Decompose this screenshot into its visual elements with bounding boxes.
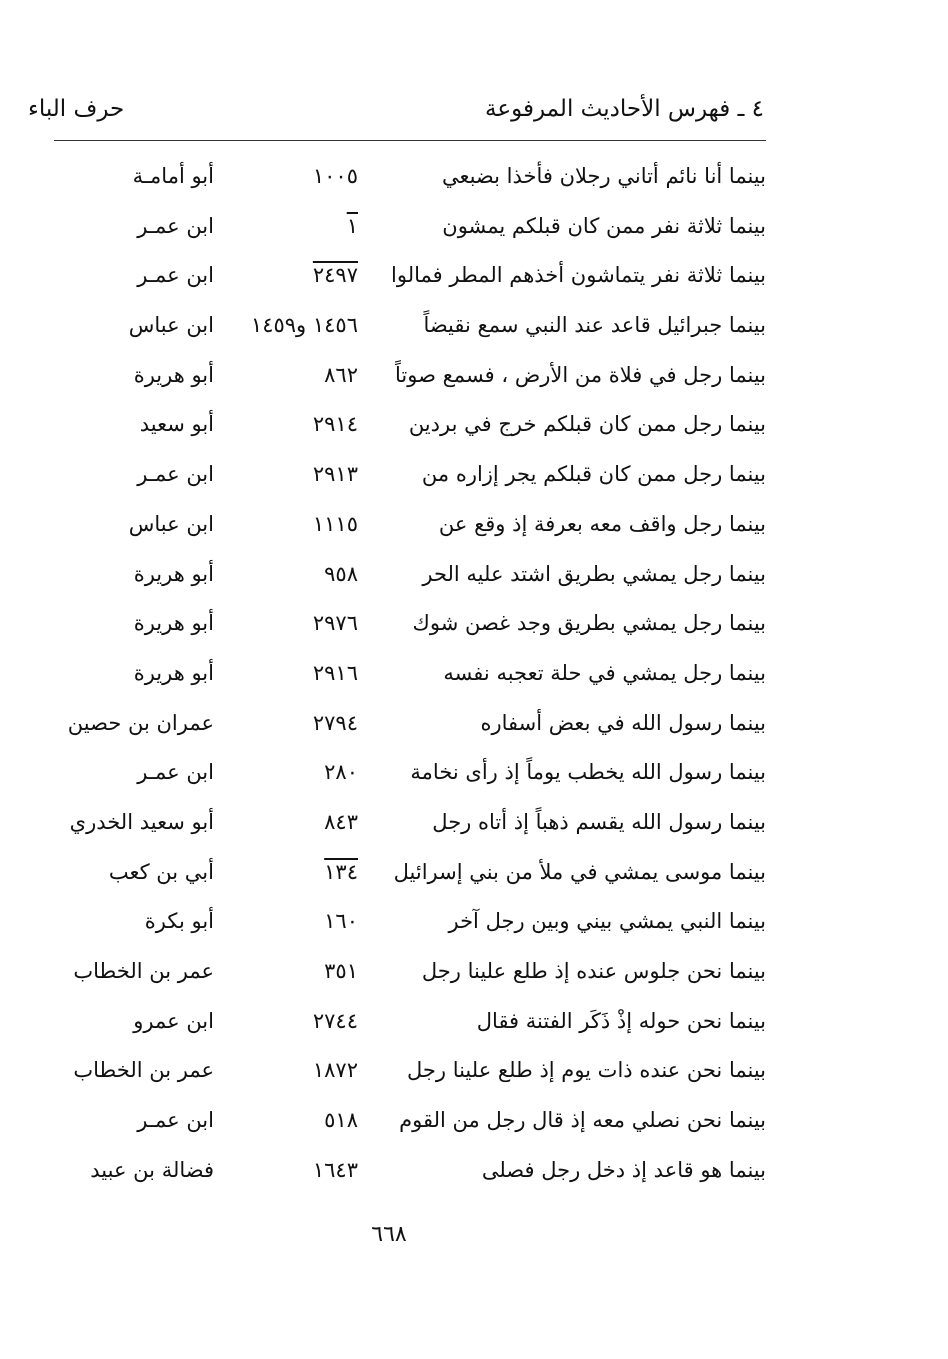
hadith-opening-text: بينما رسول الله يقسم ذهباً إذ أتاه رجل bbox=[432, 809, 766, 834]
hadith-opening-text: بينما رجل يمشي بطريق اشتد عليه الحر bbox=[422, 561, 766, 586]
hadith-opening-text: بينما أنا نائم أتاني رجلان فأخذا بضبعي bbox=[441, 164, 766, 188]
narrator-name: أبو هريرة bbox=[133, 660, 214, 685]
hadith-number: ٢٧٩٤ bbox=[312, 710, 358, 735]
hadith-number: ١٣٤ bbox=[324, 859, 358, 884]
hadith-opening-text: بينما ثلاثة نفر يتماشون أخذهم المطر فمالوا bbox=[391, 263, 766, 288]
index-entry bbox=[0, 1003, 948, 1053]
hadith-number: ١٨٧٢ bbox=[312, 1058, 358, 1083]
narrator-name: أبو سعيد bbox=[139, 412, 214, 437]
index-entry bbox=[0, 357, 948, 407]
hadith-number: ٢٩١٣ bbox=[312, 462, 358, 487]
hadith-number: ٢٩١٤ bbox=[312, 412, 358, 437]
hadith-opening-text: بينما رجل ممن كان قبلكم خرج في بردين bbox=[408, 412, 766, 437]
hadith-opening-text: بينما موسى يمشي في ملأ من بني إسرائيل bbox=[393, 859, 766, 884]
hadith-opening-text: بينما رجل في فلاة من الأرض ، فسمع صوتاً bbox=[395, 362, 766, 387]
hadith-number: ٨٤٣ bbox=[324, 809, 358, 834]
index-entry bbox=[0, 506, 948, 556]
section-title: ٤ ـ فهرس الأحاديث المرفوعة bbox=[485, 96, 764, 122]
narrator-name: ابن عمـر bbox=[137, 760, 214, 785]
narrator-name: ابن عمـر bbox=[137, 263, 214, 288]
index-entry bbox=[0, 556, 948, 606]
hadith-number: ١١١٥ bbox=[312, 511, 358, 536]
hadith-opening-text: بينما رجل واقف معه بعرفة إذ وقع عن bbox=[438, 511, 766, 536]
chapter-title: حرف الباء bbox=[28, 96, 125, 122]
hadith-opening-text: بينما النبي يمشي بيني وبين رجل آخر bbox=[448, 909, 766, 934]
hadith-number: ٥١٨ bbox=[324, 1108, 358, 1133]
header-divider bbox=[54, 140, 766, 141]
index-entry bbox=[0, 655, 948, 705]
narrator-name: أبو أمامـة bbox=[132, 164, 214, 188]
page-header bbox=[28, 92, 764, 132]
hadith-number: ٣٥١ bbox=[324, 959, 358, 983]
hadith-number: ٢٤٩٧ bbox=[312, 263, 358, 288]
hadith-number: ١٦٤٣ bbox=[312, 1157, 358, 1182]
hadith-opening-text: بينما نحن جلوس عنده إذ طلع علينا رجل bbox=[421, 959, 766, 983]
hadith-opening-text: بينما نحن نصلي معه إذ قال رجل من القوم bbox=[399, 1108, 766, 1133]
index-entry bbox=[0, 456, 948, 506]
hadith-number: ١ bbox=[346, 213, 358, 238]
narrator-name: ابن عمـر bbox=[137, 213, 214, 238]
narrator-name: عمر بن الخطاب bbox=[73, 1058, 214, 1083]
narrator-name: أبو بكرة bbox=[144, 909, 214, 934]
index-entry bbox=[0, 605, 948, 655]
index-entry bbox=[0, 854, 948, 904]
index-entry bbox=[0, 406, 948, 456]
index-entry bbox=[0, 307, 948, 357]
hadith-opening-text: بينما رجل يمشي بطريق وجد غصن شوك bbox=[412, 611, 766, 636]
hadith-opening-text: بينما نحن عنده ذات يوم إذ طلع علينا رجل bbox=[407, 1058, 766, 1083]
hadith-number: ١٦٠ bbox=[324, 909, 358, 934]
index-entry bbox=[0, 1152, 948, 1202]
narrator-name: أبو سعيد الخدري bbox=[69, 809, 214, 834]
index-entry bbox=[0, 903, 948, 953]
hadith-opening-text: بينما رجل ممن كان قبلكم يجر إزاره من bbox=[421, 462, 766, 487]
hadith-opening-text: بينما نحن حوله إذْ ذَكَر الفتنة فقال bbox=[476, 1008, 766, 1033]
hadith-number: ٢٩٧٦ bbox=[312, 611, 358, 636]
narrator-name: ابن عمـر bbox=[137, 1108, 214, 1133]
narrator-name: أبو هريرة bbox=[133, 611, 214, 636]
narrator-name: فضالة بن عبيد bbox=[90, 1157, 214, 1182]
hadith-number: ٩٥٨ bbox=[324, 561, 358, 586]
index-entry bbox=[0, 257, 948, 307]
hadith-opening-text: بينما ثلاثة نفر ممن كان قبلكم يمشون bbox=[442, 213, 766, 238]
hadith-number: ٢٧٤٤ bbox=[312, 1008, 358, 1033]
hadith-index-list bbox=[0, 158, 948, 1201]
narrator-name: ابن عباس bbox=[128, 313, 214, 338]
narrator-name: ابن عباس bbox=[128, 511, 214, 536]
narrator-name: ابن عمرو bbox=[133, 1008, 214, 1033]
index-entry bbox=[0, 705, 948, 755]
narrator-name: أبي بن كعب bbox=[108, 859, 214, 884]
narrator-name: عمر بن الخطاب bbox=[73, 959, 214, 983]
hadith-number: ١٤٥٦ و١٤٥٩ bbox=[250, 313, 358, 338]
hadith-opening-text: بينما رسول الله في بعض أسفاره bbox=[480, 710, 766, 735]
narrator-name: عمران بن حصين bbox=[67, 710, 214, 735]
hadith-number: ٢٩١٦ bbox=[312, 660, 358, 685]
hadith-opening-text: بينما جبرائيل قاعد عند النبي سمع نقيضاً bbox=[423, 313, 766, 338]
index-entry bbox=[0, 953, 948, 1003]
hadith-opening-text: بينما رجل يمشي في حلة تعجبه نفسه bbox=[443, 660, 766, 685]
narrator-name: أبو هريرة bbox=[133, 561, 214, 586]
index-entry bbox=[0, 158, 948, 208]
hadith-opening-text: بينما رسول الله يخطب يوماً إذ رأى نخامة bbox=[410, 760, 766, 785]
narrator-name: أبو هريرة bbox=[133, 362, 214, 387]
index-entry bbox=[0, 1052, 948, 1102]
index-entry bbox=[0, 1102, 948, 1152]
hadith-number: ٢٨٠ bbox=[324, 760, 358, 785]
page-number: ٦٦٨ bbox=[371, 1222, 407, 1247]
index-entry bbox=[0, 754, 948, 804]
index-entry bbox=[0, 804, 948, 854]
hadith-opening-text: بينما هو قاعد إذ دخل رجل فصلى bbox=[481, 1157, 766, 1182]
hadith-number: ١٠٠٥ bbox=[312, 164, 358, 188]
narrator-name: ابن عمـر bbox=[137, 462, 214, 487]
index-entry bbox=[0, 208, 948, 258]
hadith-number: ٨٦٢ bbox=[324, 362, 358, 387]
